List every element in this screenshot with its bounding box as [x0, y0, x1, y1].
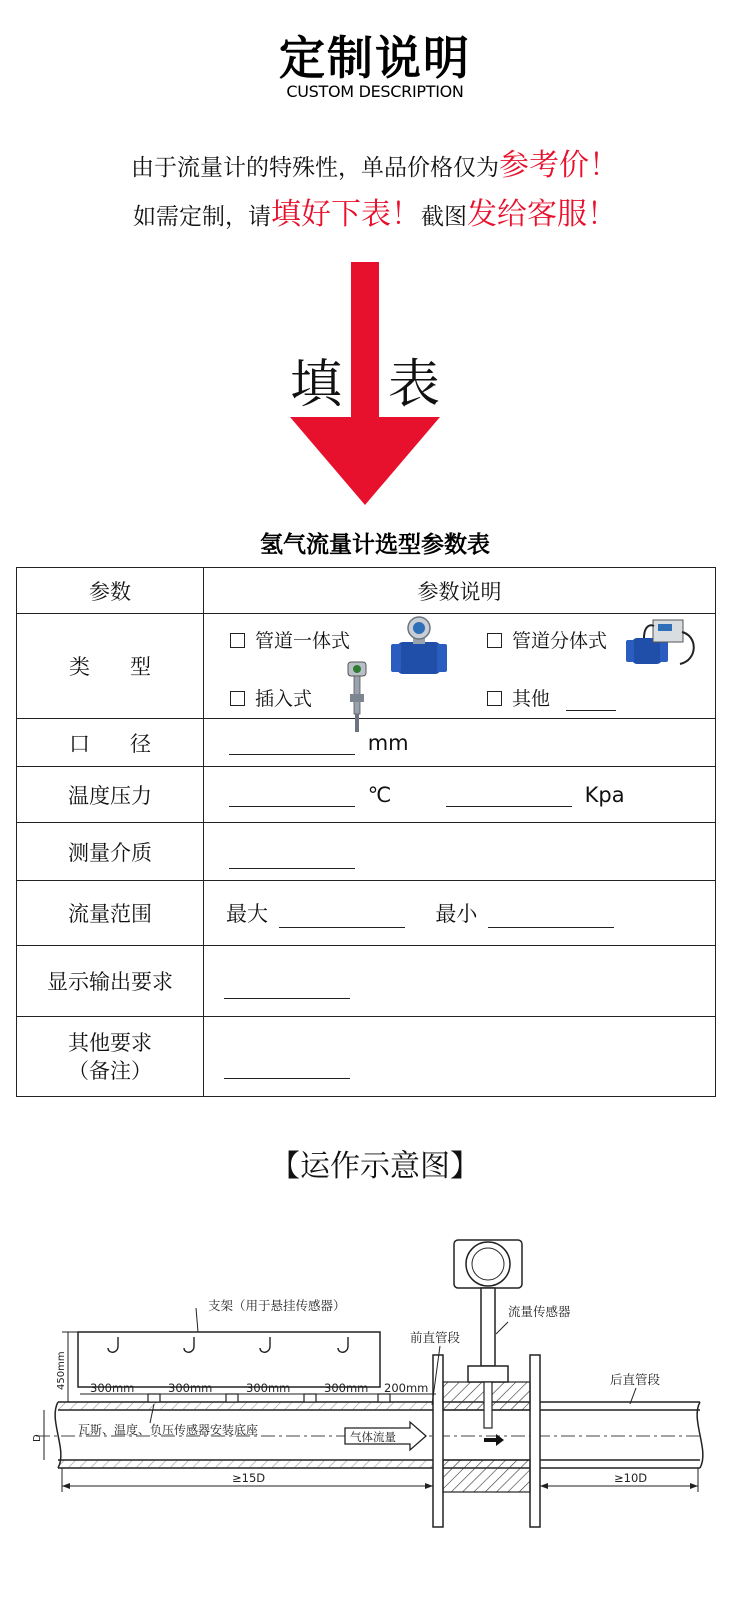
gas-flow-label: 气体流量: [350, 1430, 396, 1444]
row-label: 测量介质: [17, 823, 204, 881]
page-subtitle: CUSTOM DESCRIPTION: [286, 82, 464, 101]
table-row-flow-range: [17, 881, 716, 946]
display-cell: [204, 946, 716, 1017]
table-row-medium: [17, 823, 716, 881]
spec-table: [16, 567, 716, 1097]
temperature-unit: ℃: [367, 782, 392, 807]
option-other[interactable]: [487, 684, 616, 711]
spacing-label: 200mm: [384, 1381, 429, 1395]
type-options-cell: [204, 614, 716, 719]
rear-flange: [530, 1355, 540, 1527]
arrow-label-left: 填: [290, 355, 343, 415]
bracket-label: 支架（用于悬挂传感器）: [208, 1298, 346, 1313]
row-label: 流量范围: [17, 881, 204, 946]
spacing-label: 300mm: [246, 1381, 291, 1395]
row-label-line: （备注）: [68, 1058, 152, 1083]
integrated-flowmeter-icon: [389, 616, 449, 678]
flow-range-cell: [204, 881, 716, 946]
page-title: 定制说明: [279, 31, 471, 85]
display-input[interactable]: [224, 978, 350, 999]
other-requirements-input[interactable]: [224, 1058, 350, 1079]
table-row-temp-pressure: [17, 767, 716, 823]
diagram-title: 【运作示意图】: [270, 1149, 480, 1184]
spacing-label: 300mm: [168, 1381, 213, 1395]
temperature-input[interactable]: [229, 786, 355, 807]
notice-highlight: 填好下表！: [271, 197, 421, 232]
notice-line-2: [0, 189, 750, 233]
option-label: 插入式: [255, 688, 313, 710]
medium-input[interactable]: [229, 848, 355, 869]
bracket: [78, 1308, 380, 1387]
option-label: 管道分体式: [512, 630, 608, 652]
diameter-input[interactable]: [229, 734, 355, 755]
row-label: 口 径: [17, 719, 204, 767]
arrow-label-right: 表: [388, 355, 441, 415]
other-type-input[interactable]: [566, 690, 616, 711]
diameter-mark: D: [32, 1434, 43, 1442]
checkbox-icon[interactable]: [487, 633, 502, 648]
option-insertion[interactable]: [230, 684, 312, 711]
row-label: 温度压力: [17, 767, 204, 823]
table-row-display: [17, 946, 716, 1017]
upstream-length: ≥15D: [232, 1471, 266, 1485]
table-row-other: [17, 1017, 716, 1097]
sensor-bases: [148, 1394, 390, 1402]
table-row-diameter: [17, 719, 716, 767]
table-header-row: [17, 568, 716, 614]
front-flange: [433, 1355, 443, 1527]
notice-line-1: [0, 140, 750, 184]
pressure-input[interactable]: [446, 786, 572, 807]
medium-cell: [204, 823, 716, 881]
checkbox-icon[interactable]: [230, 691, 245, 706]
row-label-line: 其他要求: [68, 1030, 152, 1055]
flow-max-label: 最大: [226, 902, 268, 926]
length-dimensions: [62, 1468, 698, 1492]
front-pipe-label: 前直管段: [410, 1330, 461, 1345]
table-title: 氢气流量计选型参数表: [260, 532, 490, 558]
option-label: 管道一体式: [255, 630, 351, 652]
checkbox-icon[interactable]: [487, 691, 502, 706]
spacing-label: 300mm: [90, 1381, 135, 1395]
row-label: 类 型: [17, 614, 204, 719]
other-cell: [204, 1017, 716, 1097]
row-label: [17, 1017, 204, 1097]
pressure-unit: Kpa: [584, 782, 625, 807]
height-dimension: 450mm: [56, 1351, 67, 1390]
notice-highlight: 参考价！: [499, 148, 619, 183]
flow-min-label: 最小: [435, 902, 478, 926]
table-row-type: [17, 614, 716, 719]
option-split-pipe[interactable]: [487, 626, 607, 653]
temp-pressure-cell: [204, 767, 716, 823]
rear-pipe-label: 后直管段: [610, 1372, 661, 1387]
notice-text: 由于流量计的特殊性，单品价格仅为: [131, 155, 499, 181]
row-label: 显示输出要求: [17, 946, 204, 1017]
gas-flow-arrow: [345, 1422, 426, 1450]
notice-highlight: 发给客服！: [467, 197, 617, 232]
diameter-cell: [204, 719, 716, 767]
checkbox-icon[interactable]: [230, 633, 245, 648]
flow-sensor-label: 流量传感器: [508, 1304, 571, 1319]
header-desc: 参数说明: [204, 568, 716, 614]
notice-text: 如需定制，请: [133, 204, 271, 230]
split-flowmeter-icon: [620, 616, 700, 672]
option-integrated-pipe[interactable]: [230, 626, 350, 653]
operation-diagram: [0, 1230, 750, 1570]
flow-min-input[interactable]: [488, 907, 614, 928]
flow-max-input[interactable]: [279, 907, 405, 928]
option-label: 其他: [512, 688, 551, 710]
spacing-label: 300mm: [324, 1381, 369, 1395]
notice-text: 截图: [421, 204, 467, 230]
diameter-unit: mm: [367, 730, 409, 755]
downstream-length: ≥10D: [614, 1471, 648, 1485]
header-param: 参数: [17, 568, 204, 614]
sensor-base-label: 瓦斯、温度、负压传感器安装底座: [78, 1423, 259, 1437]
flow-sensor: [454, 1240, 522, 1446]
